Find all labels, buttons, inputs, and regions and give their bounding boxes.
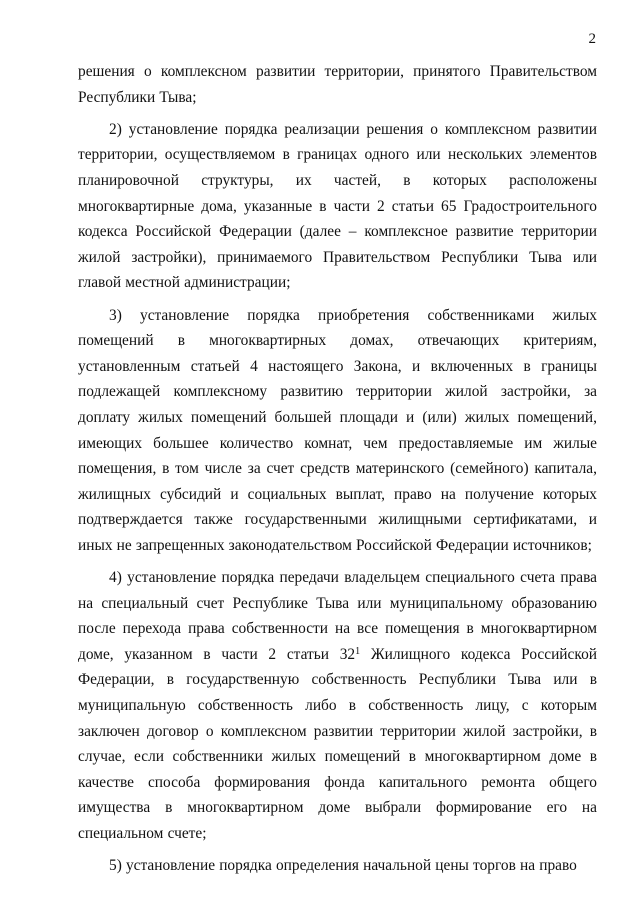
superscript-article-index: 1 [355, 645, 361, 657]
paragraph-item-5: 5) установление порядка определения начальной цены торгов на право [109, 857, 577, 875]
paragraph-item-4 [78, 565, 597, 847]
paragraph-item-4-text-start: 4) установление порядка передачи владельцем специального счета права на специальный счет Республике Тыва или муниципальному образованию после перехода права собственности на все помещения в многоквартирном доме, указанном в части 2 статьи 32 [78, 569, 597, 663]
paragraph-continuation: решения о комплексном развитии территории, принятого Правительством Республики Тыва; [78, 63, 597, 106]
paragraph-item-3: 3) установление порядка приобретения собственниками жилых помещений в многоквартирных домах, отвечающих критериям, установленным статьей 4 настоящего Закона, и включенных в границы подлежащей комплексному развитию территории жилой застройки, за доплату жилых помещений большей площади и (или) жилых помещений, имеющих большее количество комнат, чем предоставляемые им жилые помещения, в том числе за счет средств материнского (семейного) капитала, жилищных субсидий и социальных выплат, право на получение которых подтверждается также государственными жилищными сертификатами, и иных не запрещенных законодательством Российской Федерации источников; [78, 306, 597, 554]
document-body [78, 59, 597, 885]
paragraph-item-2: 2) установление порядка реализации решения о комплексном развитии территории, осуществляемом в границах одного или нескольких элементов планировочной структуры, их частей, в которых расположены многоквартирные дома, указанные в части 2 статьи 65 Градостроительного кодекса Российской Федерации (далее – комплексное развитие территории жилой застройки), принимаемого Правительством Республики Тыва или главой местной администрации; [78, 120, 597, 292]
paragraph-item-4-text-end: Жилищного кодекса Российской Федерации, в государственную собственность Республики Тыва или в муниципальную собственность либо в собственность лицу, с которым заключен договор о комплексном развитии территории жилой застройки, в случае, если собственники жилых помещений в многоквартирном доме в качестве способа формирования фонда капитального ремонта общего имущества в многоквартирном доме выбрали формирование его на специальном счете; [78, 645, 597, 842]
page-number: 2 [588, 31, 596, 47]
